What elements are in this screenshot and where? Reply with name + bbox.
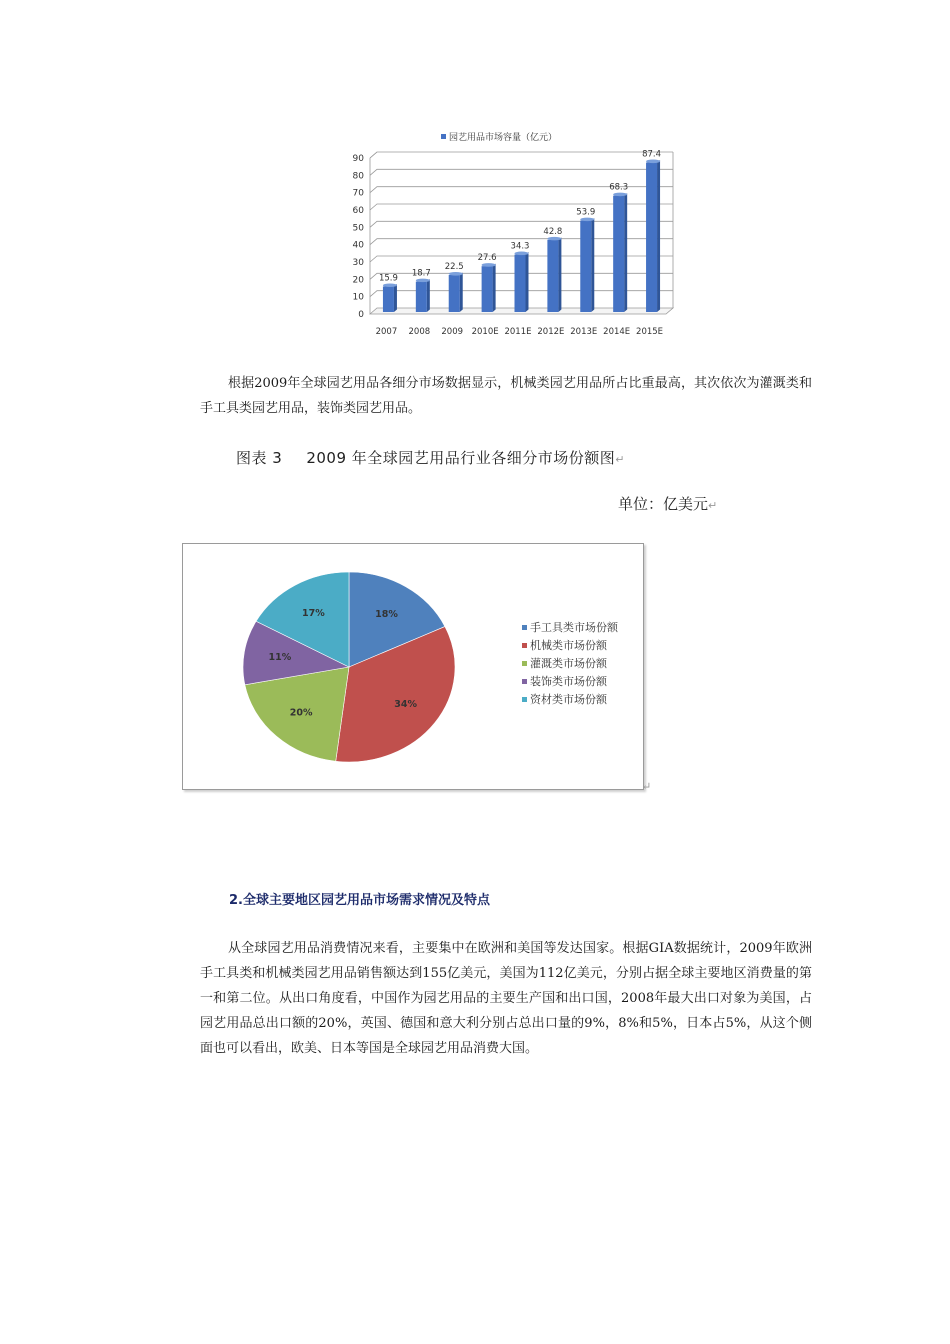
legend-swatch	[522, 679, 527, 684]
legend-swatch	[522, 643, 527, 648]
bar-chart-y-axis	[353, 154, 365, 320]
y-tick-label: 20	[352, 275, 364, 286]
x-tick-label: 2009	[441, 327, 464, 337]
x-tick-label: 2015E	[636, 327, 664, 337]
bar-front	[383, 286, 394, 312]
bar-data-label: 22.5	[444, 262, 464, 272]
paragraph-text: 从全球园艺用品消费情况来看，主要集中在欧洲和美国等发达国家。根据GIA数据统计，2009年欧洲手工具类和机械类园艺用品销售额达到155亿美元，美国为112亿美元，分别占据全球主要地区消费量的第一和第二位。从出口角度看，中国作为园艺用品的主要生产国和出口国，2008年最大出口对象为美国，占园艺用品总出口额的20%，英国、德国和意大利分别占总出口量的9%，8%和5%，日本占5%，从这个侧面也可以看出，欧美、日本等国是全球园艺用品消费大国。	[200, 941, 812, 1056]
legend-swatch	[441, 134, 446, 139]
legend-swatch	[522, 661, 527, 666]
y-tick-label: 0	[358, 310, 364, 320]
bar-top	[515, 252, 529, 256]
legend-label: 园艺用品市场容量（亿元）	[449, 133, 558, 143]
legend-label: 机械类市场份额	[530, 639, 607, 652]
pie-data-label: 34%	[394, 698, 417, 710]
x-tick-label: 2011E	[504, 327, 532, 337]
gridline	[370, 169, 673, 175]
bar-chart-bars	[379, 150, 661, 312]
return-mark: ↵	[615, 453, 625, 466]
bar-side	[624, 193, 627, 312]
bar-side	[591, 218, 594, 312]
bar-top	[416, 279, 430, 283]
bar-side	[460, 273, 463, 313]
bar-front	[416, 282, 427, 312]
bar-data-label: 87.4	[642, 149, 662, 160]
x-tick-label: 2012E	[537, 327, 565, 337]
legend-label: 资材类市场份额	[530, 693, 607, 706]
bar	[511, 242, 530, 312]
pie-data-label: 11%	[268, 652, 292, 664]
bar	[445, 262, 464, 312]
segment-share-pie-chart-frame	[182, 543, 644, 790]
legend-label: 灌溉类市场份额	[530, 657, 607, 670]
bar-chart-x-axis	[376, 327, 663, 337]
pie-data-label: 17%	[302, 608, 325, 620]
x-tick-label: 2013E	[570, 327, 598, 337]
paragraph-segment-shares	[200, 371, 812, 421]
section-heading: 2.全球主要地区园艺用品市场需求情况及特点	[229, 893, 490, 908]
figure-title: 2009 年全球园艺用品行业各细分市场份额图	[306, 449, 616, 467]
y-tick-label: 70	[352, 188, 364, 199]
bar-front	[547, 240, 558, 312]
bar	[478, 253, 497, 312]
bar-front	[515, 255, 526, 312]
figure-unit	[618, 493, 717, 514]
bar-top	[646, 160, 660, 164]
paragraph-regional-demand	[200, 936, 812, 1061]
y-tick-label: 80	[352, 171, 364, 182]
bar-data-label: 27.6	[477, 253, 497, 264]
bar-chart-legend	[441, 131, 557, 143]
legend-swatch	[522, 697, 527, 702]
bar-data-label: 18.7	[411, 268, 431, 279]
bar-side	[394, 284, 397, 312]
paragraph-text: 根据2009年全球园艺用品各细分市场数据显示，机械类园艺用品所占比重最高，其次依次为灌溉类和手工具类园艺用品，装饰类园艺用品。	[200, 376, 812, 416]
pie-data-label: 20%	[289, 707, 313, 719]
bar-top	[580, 218, 594, 222]
x-tick-label: 2007	[375, 327, 398, 337]
bar-side	[558, 237, 561, 312]
bar	[576, 208, 595, 312]
bar-front	[613, 196, 624, 312]
legend-label: 手工具类市场份额	[530, 621, 618, 634]
bar	[609, 183, 628, 312]
return-mark: ↵	[708, 499, 718, 512]
market-size-bar-chart	[330, 122, 675, 344]
x-tick-label: 2014E	[603, 327, 631, 337]
x-tick-label: 2010E	[471, 327, 499, 337]
bar-data-label: 42.8	[543, 226, 563, 237]
bar-data-label: 34.3	[510, 241, 530, 252]
bar-side	[657, 160, 660, 312]
bar-front	[646, 163, 657, 312]
pie-slices	[243, 572, 455, 762]
bar-data-label: 15.9	[378, 273, 398, 284]
bar-side	[493, 264, 496, 312]
segment-share-pie-chart	[183, 544, 643, 789]
y-tick-label: 40	[352, 240, 364, 251]
legend-label: 装饰类市场份额	[530, 675, 607, 688]
bar-top	[547, 237, 561, 241]
figure-caption	[236, 447, 625, 468]
bar-top	[449, 272, 463, 276]
bar-top	[383, 283, 397, 287]
y-tick-label: 60	[352, 206, 364, 216]
legend-swatch	[522, 625, 527, 630]
bar-front	[449, 275, 460, 312]
bar-top	[613, 193, 627, 197]
return-mark: ↵	[642, 780, 652, 793]
pie-legend	[522, 620, 619, 706]
bar-side	[427, 279, 430, 312]
gridline	[370, 149, 673, 160]
unit-label: 单位：亿美元	[618, 495, 709, 513]
bar-front	[482, 266, 493, 312]
y-tick-label: 50	[352, 223, 364, 234]
y-tick-label: 10	[352, 292, 364, 303]
bar-data-label: 53.9	[576, 207, 596, 218]
y-tick-label: 30	[352, 258, 364, 268]
bar-top	[482, 263, 496, 267]
figure-number: 图表 3	[236, 449, 283, 467]
bar-side	[526, 252, 529, 312]
bar	[543, 227, 562, 312]
bar	[379, 273, 398, 312]
pie-data-label: 18%	[375, 609, 398, 621]
gridline	[370, 204, 673, 210]
x-tick-label: 2008	[408, 327, 431, 337]
bar	[642, 150, 661, 312]
bar-data-label: 68.3	[609, 182, 629, 193]
y-tick-label: 90	[352, 154, 364, 164]
gridline	[370, 221, 673, 227]
bar-front	[580, 221, 591, 312]
